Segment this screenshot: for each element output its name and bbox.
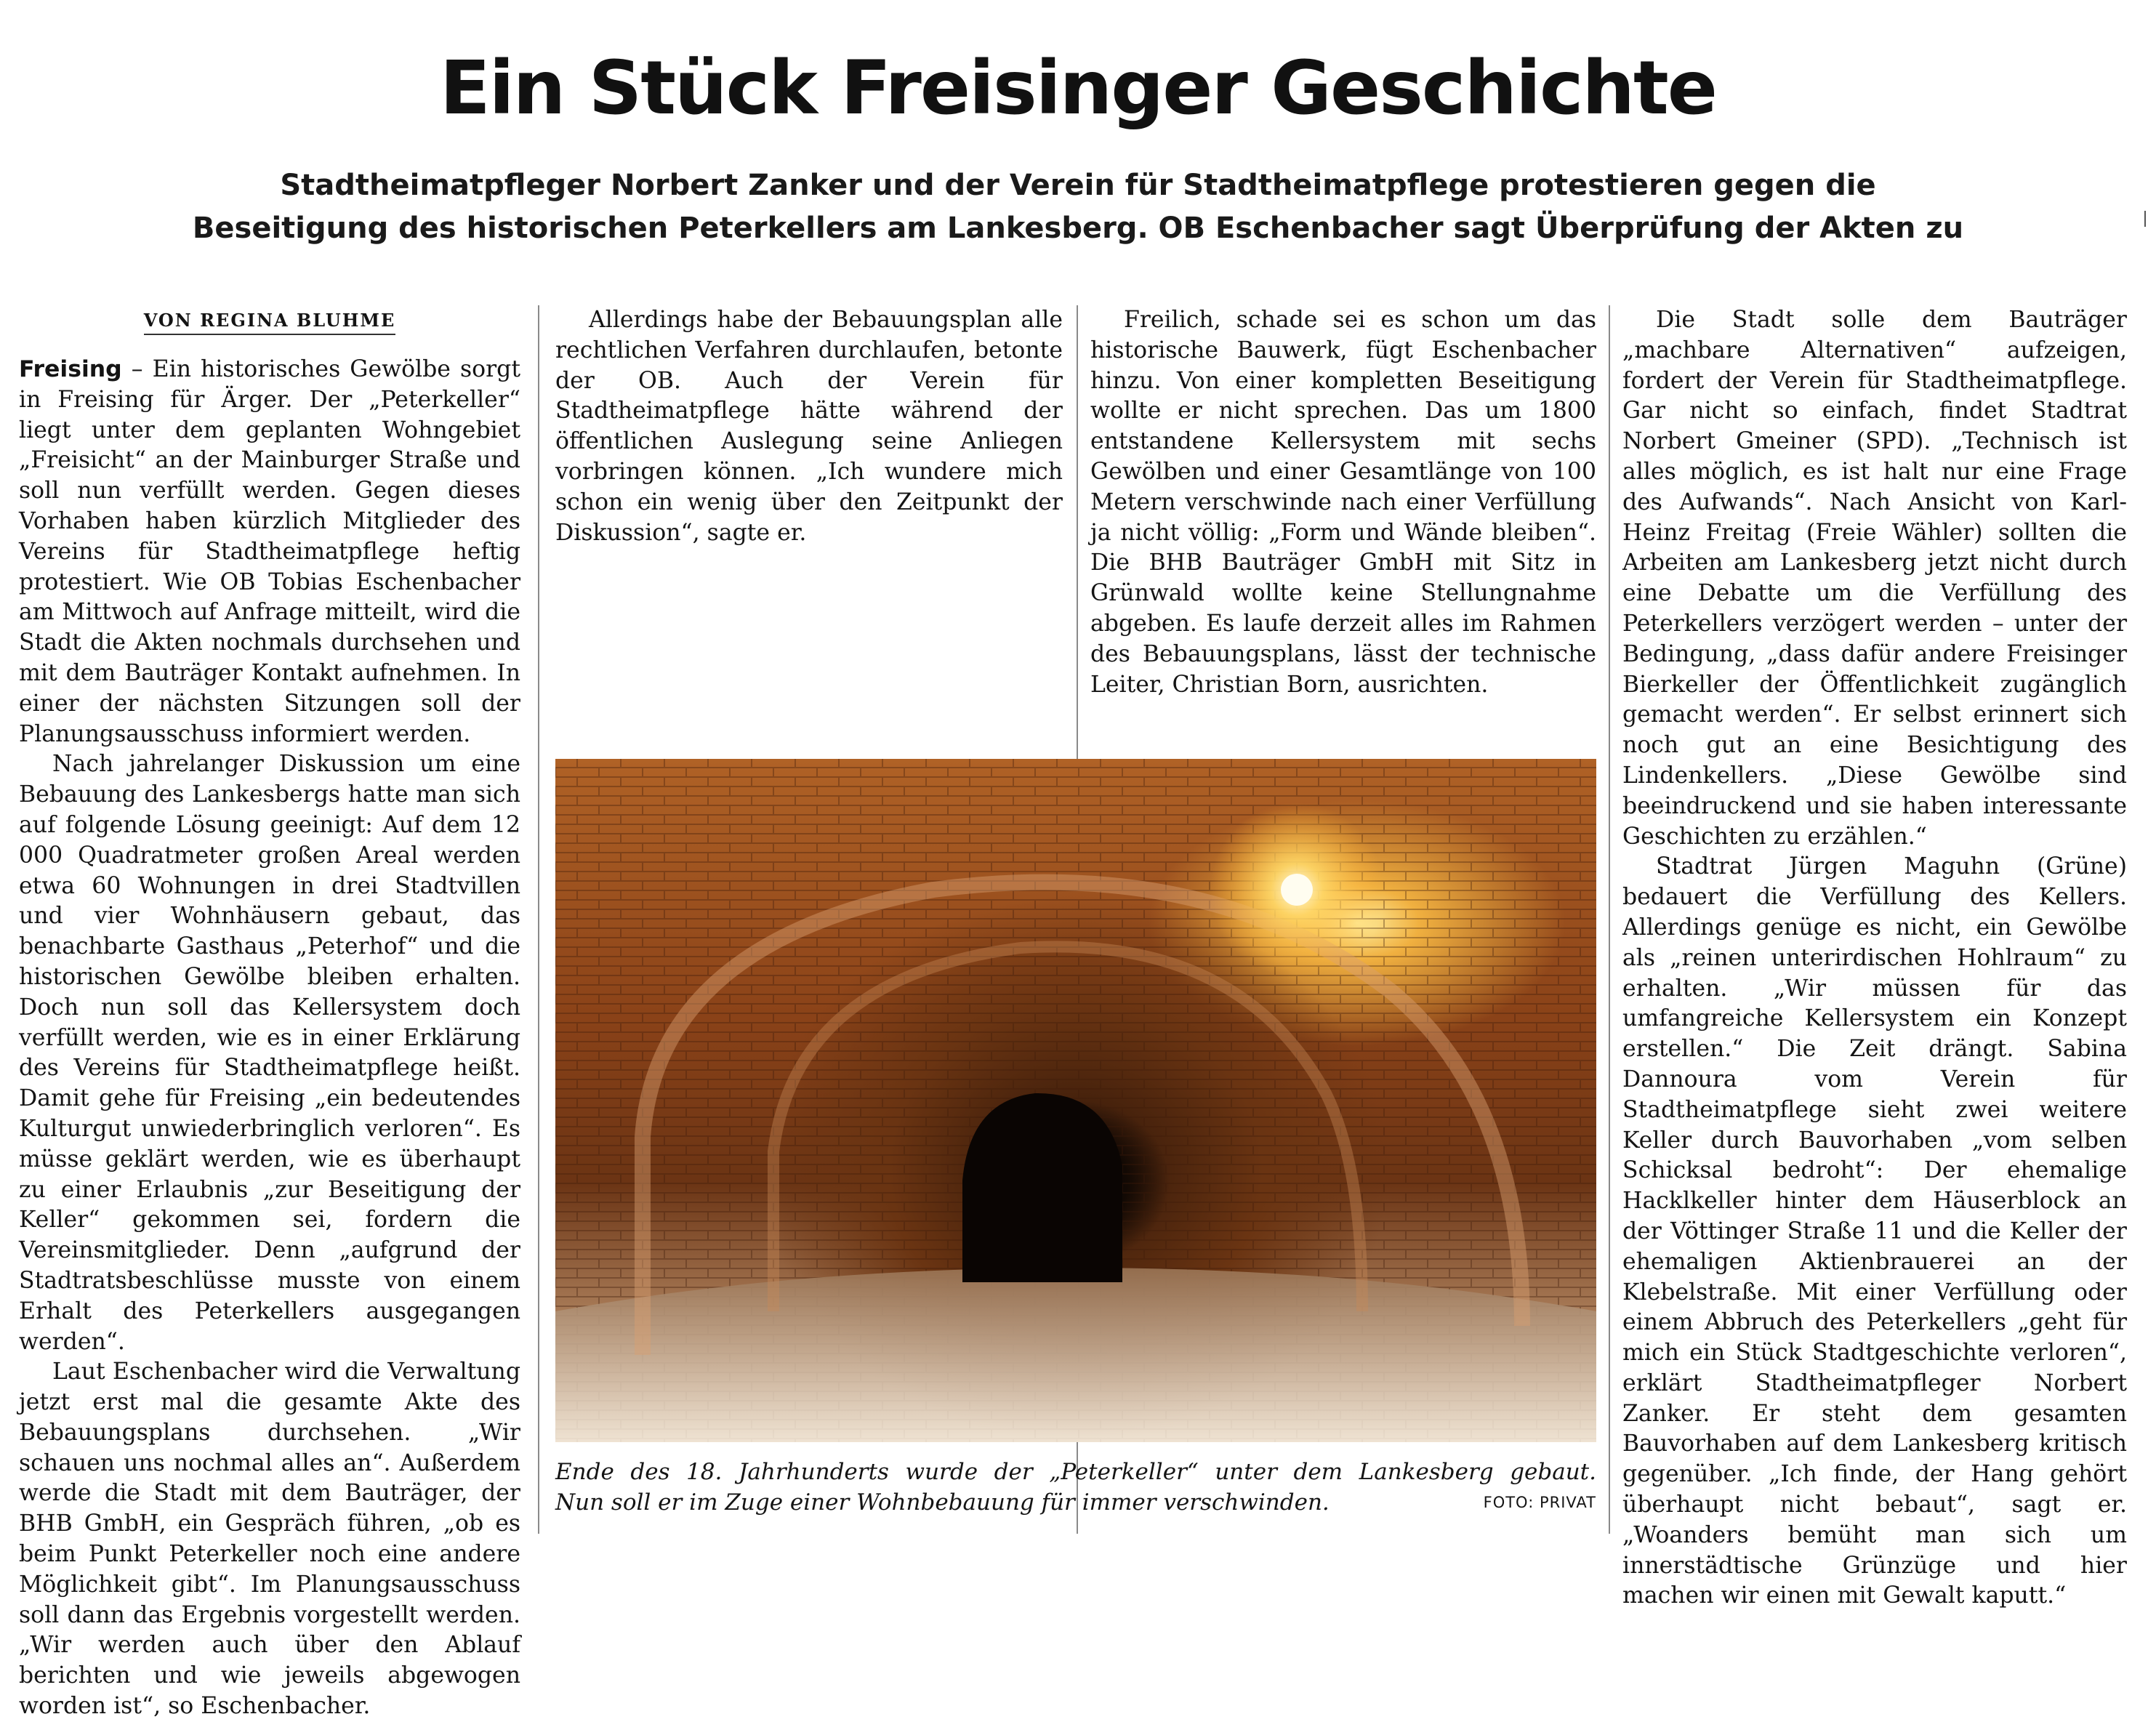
subheadline-line-2: Beseitigung des historischen Peterkellers am Lankesberg. OB Eschenbacher sagt Überprüfung der Akten zu bbox=[192, 212, 1964, 245]
subheadline bbox=[87, 164, 2069, 250]
caption-line-2: Nun soll er im Zuge einer Wohnbebauung für immer verschwinden. bbox=[555, 1489, 1330, 1516]
article-column-3 bbox=[1090, 305, 1596, 700]
article-column-4 bbox=[1622, 305, 2127, 1612]
vault-illustration bbox=[555, 759, 1596, 1442]
paragraph-5: Freilich, schade sei es schon um das historische Bauwerk, fügt Eschenbacher hinzu. Von einer kompletten Beseitigung wollte er nicht sprechen. Das um 1800 entstandene Kellersystem mit sechs Gewölben und einer Gesamtlänge von 100 Metern verschwinde nach einer Verfüllung ja nicht völlig: „Form und Wände bleiben“. Die BHB Bauträger GmbH mit Sitz in Grünwald wollte keine Stellungnahme abgeben. Es laufe derzeit alles im Rahmen des Bebauungsplans, lässt der technische Leiter, Christian Born, ausrichten. bbox=[1090, 307, 1596, 698]
paragraph-2: Nach jahrelanger Diskussion um eine Bebauung des Lankesbergs hatte man sich auf folgende Lösung geeinigt: Auf dem 12 000 Quadratmeter großen Areal werden etwa 60 Wohnungen in drei Stadtvillen und vier Wohnhäusern gebaut, das benachbarte Gasthaus „Peterhof“ und die historischen Gewölbe bleiben erhalten. Doch nun soll das Kellersystem doch verfüllt werden, wie es in einer Erklärung des Vereins für Stadtheimatpflege heißt. Damit gehe für Freising „ein bedeutendes Kulturgut unwiederbringlich verloren“. Es müsse geklärt werden, wie es überhaupt zu einer Erlaubnis „zur Beseitigung der Keller“ gekommen sei, fordern die Vereinsmitglieder. Denn „aufgrund der Stadtratsbeschlüsse musste von einem Erhalt des Peterkellers ausgegangen werden“. bbox=[19, 751, 520, 1355]
caption-line-1: Ende des 18. Jahrhunderts wurde der „Peterkeller“ unter dem Lankesberg gebaut. bbox=[555, 1459, 1596, 1485]
paragraph-7: Stadtrat Jürgen Maguhn (Grüne) bedauert die Verfüllung des Kellers. Allerdings genüge es nicht, ein Gewölbe als „reinen unterirdischen Hohlraum“ zu erhalten. „Wir müssen für das umfangreiche Kellersystem ein Konzept erstellen.“ Die Zeit drängt. Sabina Dannoura vom Verein für Stadtheimatpflege sieht zwei weitere Keller durch Bauvorhaben „vom selben Schicksal bedroht“: Der ehemalige Hacklkeller hinter dem Häuserblock an der Vöttinger Straße 11 und die Keller der ehemaligen Aktienbrauerei an der Klebelstraße. Mit einer Verfüllung oder einem Abbruch des Peterkellers „geht für mich ein Stück Stadtgeschichte verloren“, erklärt Stadtheimatpfleger Norbert Zanker. Er steht dem gesamten Bauvorhaben auf dem Lankesberg kritisch gegenüber. „Ich finde, der Hang gehört überhaupt nicht bebaut“, sagt er. „Woanders bemüht man sich um innerstädtische Grünzüge und hier machen wir einen mit Gewalt kaputt.“ bbox=[1622, 853, 2127, 1609]
cellar-vault-photo bbox=[555, 759, 1596, 1442]
paragraph-4: Allerdings habe der Bebauungsplan alle rechtlichen Verfahren durchlaufen, betonte der OB. Auch der Verein für Stadtheimatpflege hätte während der öffentlichen Auslegung seine Anliegen vorbringen können. „Ich wundere mich schon ein wenig über den Zeitpunkt der Diskussion“, sagte er. bbox=[555, 307, 1063, 546]
column-rule-3 bbox=[1609, 305, 1610, 1534]
article-column-1 bbox=[19, 305, 520, 1722]
paragraph-1: Freising – Ein historisches Gewölbe sorgt in Freising für Ärger. Der „Peterkeller“ liegt unter dem geplanten Wohngebiet „Freisicht“ an der Mainburger Straße und soll nun verfüllt werden. Gegen dieses Vorhaben haben kürzlich Mitglieder des Vereins für Stadtheimatpflege heftig protestiert. Wie OB Tobias Eschenbacher am Mittwoch auf Anfrage mitteilt, wird die Stadt die Akten nochmals durchsehen und mit dem Bauträger Kontakt aufnehmen. In einer der nächsten Sitzungen soll der Planungsausschuss informiert werden. bbox=[19, 356, 520, 747]
paragraph-3: Laut Eschenbacher wird die Verwaltung jetzt erst mal die gesamte Akte des Bebauungsplans durchsehen. „Wir schauen uns nochmal alles an“. Außerdem werde die Stadt mit dem Bauträger, der BHB GmbH, ein Gespräch führen, „ob es beim Punkt Peterkeller noch eine andere Möglichkeit gibt“. Im Planungsausschuss soll dann das Ergebnis vorgestellt werden. „Wir werden auch über den Ablauf berichten und wie jeweils abgewogen worden ist“, so Eschenbacher. bbox=[19, 1359, 520, 1720]
photo-caption bbox=[555, 1457, 1596, 1518]
dateline: Freising bbox=[19, 356, 122, 382]
scan-edge-mark bbox=[2144, 211, 2146, 227]
subheadline-line-1: Stadtheimatpfleger Norbert Zanker und der Verein für Stadtheimatpflege protestieren gegen die bbox=[280, 169, 1876, 202]
byline: VON REGINA BLUHME bbox=[19, 308, 520, 333]
photo-credit: FOTO: PRIVAT bbox=[1483, 1494, 1596, 1511]
paragraph-6: Die Stadt solle dem Bauträger „machbare Alternativen“ aufzeigen, fordert der Verein für Stadtheimatpflege. Gar nicht so einfach, findet Stadtrat Norbert Gmeiner (SPD). „Technisch ist alles möglich, es ist halt nur eine Frage des Aufwands“. Nach Ansicht von Karl-Heinz Freitag (Freie Wähler) sollten die Arbeiten am Lankesberg jetzt nicht durch eine Debatte um die Verfüllung des Peterkellers verzögert werden – unter der Bedingung, „dass dafür andere Freisinger Bierkeller der Öffentlichkeit zugänglich gemacht werden“. Er selbst erinnert sich noch gut an eine Besichtigung des Lindenkellers. „Diese Gewölbe sind beeindruckend und sie haben interessante Geschichten zu erzählen.“ bbox=[1622, 307, 2127, 850]
column-rule-1 bbox=[538, 305, 539, 1534]
article-column-2 bbox=[555, 305, 1063, 548]
headline: Ein Stück Freisinger Geschichte bbox=[440, 45, 1716, 132]
